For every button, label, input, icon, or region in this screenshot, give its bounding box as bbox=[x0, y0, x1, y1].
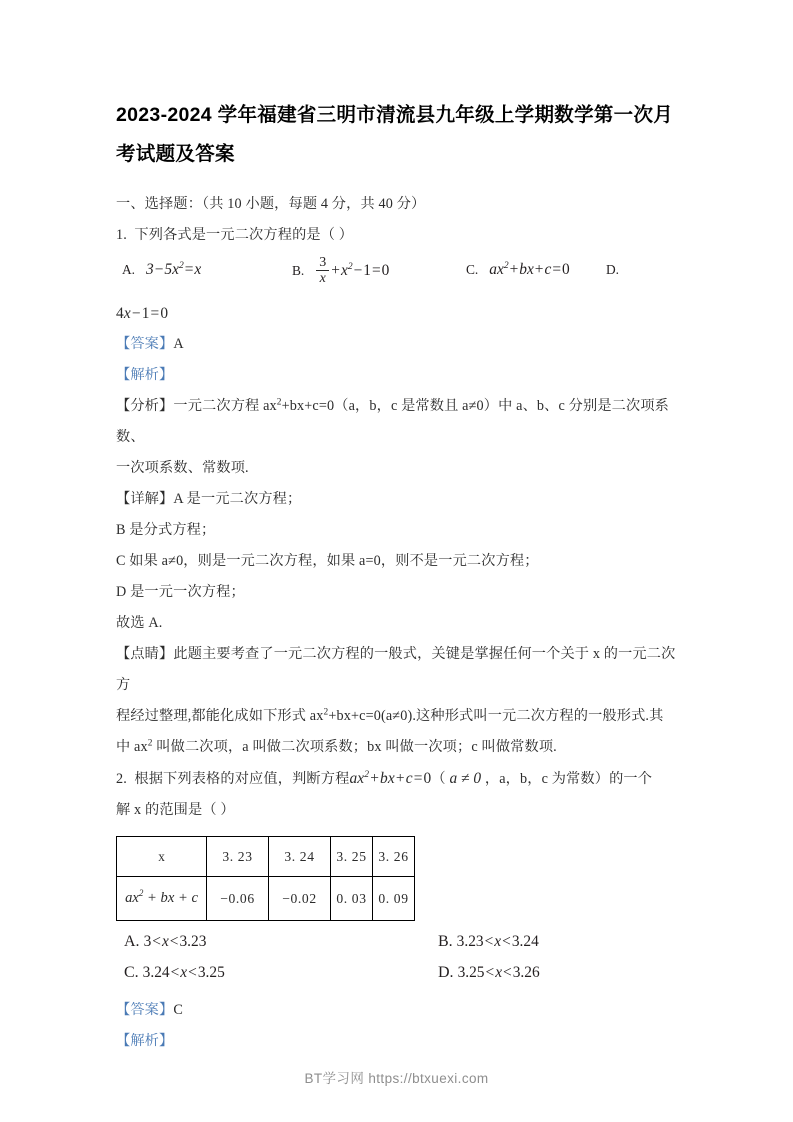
question-1-detail-line-2: B 是分式方程； bbox=[116, 522, 216, 538]
question-2-options bbox=[116, 933, 678, 995]
question-1-option-b[interactable] bbox=[292, 255, 389, 287]
table-cell-y-2: −0.02 bbox=[269, 877, 331, 921]
question-2-option-a[interactable] bbox=[124, 933, 206, 951]
question-2-value-table bbox=[116, 836, 415, 921]
question-1-summary-line-3: 中 $ax^2$ 叫做二次项，a 叫做二次项系数；bx 叫做一次项；c 叫做常数项. bbox=[116, 738, 557, 755]
analysis-label: 【解析】 bbox=[116, 1033, 174, 1049]
table-cell-x-3: 3. 25 bbox=[331, 837, 373, 877]
table-cell-x-4: 3. 26 bbox=[373, 837, 415, 877]
question-1-detail-line-1: 【详解】A 是一元二次方程； bbox=[116, 491, 302, 507]
question-1-analysis-line-1: 【分析】一元二次方程 $ax^2+bx+c=0(a$，b，c 是常数且 a≠0）中 a、b、c 分别是二次项系数、 bbox=[116, 397, 670, 445]
question-1-options bbox=[116, 253, 678, 299]
table-row bbox=[117, 877, 415, 921]
option-a-formula: $3-5x^2=x$ bbox=[146, 259, 202, 278]
document-body bbox=[116, 96, 678, 1057]
table-cell-y-1: −0.06 bbox=[207, 877, 269, 921]
question-2-options-row-2 bbox=[116, 964, 678, 995]
fraction-three-over-x: $\frac{3}{x}$ bbox=[316, 255, 329, 287]
question-1-detail-conclusion: 故选 A. bbox=[116, 615, 163, 631]
question-2-stem-text: 根据下列表格的对应值，判断方程 bbox=[134, 771, 350, 787]
option-a-label: A. bbox=[122, 262, 136, 277]
question-2-stem-line-2: 解 x 的范围是（ ） bbox=[116, 802, 235, 818]
question-2-analysis-label bbox=[116, 1026, 678, 1057]
question-1-analysis-label bbox=[116, 360, 678, 391]
footer-watermark: BT学习网 https://btxuexi.com bbox=[304, 1071, 489, 1086]
question-2-stem-line-1 bbox=[116, 763, 678, 795]
table-cell-x-2: 3. 24 bbox=[269, 837, 331, 877]
section-heading: 一、选择题：（共 10 小题，每题 4 分，共 40 分） bbox=[116, 196, 426, 212]
table-row-header-x: x bbox=[117, 837, 207, 877]
question-2-answer bbox=[116, 995, 678, 1026]
question-2-option-b[interactable] bbox=[438, 933, 539, 951]
option-a-formula: 3<x<3.23 bbox=[143, 933, 207, 950]
option-d-formula: 3.25<x<3.26 bbox=[457, 964, 540, 981]
question-2-options-row-1 bbox=[116, 933, 678, 964]
option-c-label: C. bbox=[124, 964, 139, 981]
question-1-stem bbox=[116, 220, 678, 251]
table-row-header-expression: $ax^2$ + bx + c bbox=[117, 877, 207, 921]
question-2-stem-tail: （ a ≠ 0 ，a，b，c 为常数）的一个 bbox=[431, 770, 653, 787]
question-2-option-c[interactable] bbox=[124, 964, 225, 982]
answer-label: 【答案】 bbox=[116, 336, 174, 352]
analysis-label: 【解析】 bbox=[116, 367, 174, 383]
question-1-stem-text: 下列各式是一元二次方程的是（ ） bbox=[134, 227, 354, 243]
question-1-option-d-label[interactable] bbox=[606, 261, 626, 279]
option-c-formula: 3.24<x<3.25 bbox=[142, 964, 225, 981]
question-2-table-wrapper bbox=[116, 836, 678, 921]
page-title: 2023-2024 学年福建省三明市清流县九年级上学期数学第一次月考试题及答案 bbox=[116, 104, 674, 165]
question-1-detail-line-3: C 如果 a≠0，则是一元二次方程，如果 a=0，则不是一元二次方程； bbox=[116, 553, 539, 569]
answer-value: C bbox=[173, 1002, 183, 1018]
question-1-option-a[interactable] bbox=[122, 261, 201, 279]
table-row bbox=[117, 837, 415, 877]
answer-value: A bbox=[173, 336, 184, 352]
option-d-label: D. bbox=[438, 964, 454, 981]
option-d-formula: 4x−1=0 bbox=[116, 305, 169, 322]
option-c-label: C. bbox=[466, 262, 479, 277]
table-cell-y-3: 0. 03 bbox=[331, 877, 373, 921]
question-1-summary-line-1: 【点睛】此题主要考查了一元二次方程的一般式，关键是掌握任何一个关于 x 的一元二次方 bbox=[116, 646, 676, 693]
question-2-number: 2. bbox=[116, 771, 127, 787]
option-a-label: A. bbox=[124, 933, 140, 950]
question-1-answer bbox=[116, 329, 678, 360]
answer-label: 【答案】 bbox=[116, 1002, 174, 1018]
question-2-option-d[interactable] bbox=[438, 964, 540, 982]
option-d-label: D. bbox=[606, 262, 620, 277]
question-1-detail-line-4: D 是一元一次方程； bbox=[116, 584, 245, 600]
question-1-number: 1. bbox=[116, 227, 127, 243]
question-1-summary-line-2: 程经过整理,都能化成如下形式 $ax^2+bx+c=0(a\ne 0)$.这种形式叫一元二次方程的一般形式.其 bbox=[116, 707, 664, 724]
table-cell-y-4: 0. 09 bbox=[373, 877, 415, 921]
option-b-label: B. bbox=[438, 933, 453, 950]
option-b-formula: 3.23<x<3.24 bbox=[456, 933, 539, 950]
option-c-formula: $ax^2+bx+c=0$ bbox=[489, 259, 570, 278]
question-2-formula: $ax^2+bx+c=0$ bbox=[349, 768, 432, 787]
option-b-label: B. bbox=[292, 263, 305, 279]
question-1-option-d-formula-line bbox=[116, 299, 678, 329]
question-1-analysis-line-2: 一次项系数、常数项. bbox=[116, 460, 249, 476]
table-cell-x-1: 3. 23 bbox=[207, 837, 269, 877]
option-b-formula: $\frac{3}{x}$ $+x^2-1=0$ bbox=[315, 262, 389, 279]
question-1-option-c[interactable] bbox=[466, 261, 570, 279]
